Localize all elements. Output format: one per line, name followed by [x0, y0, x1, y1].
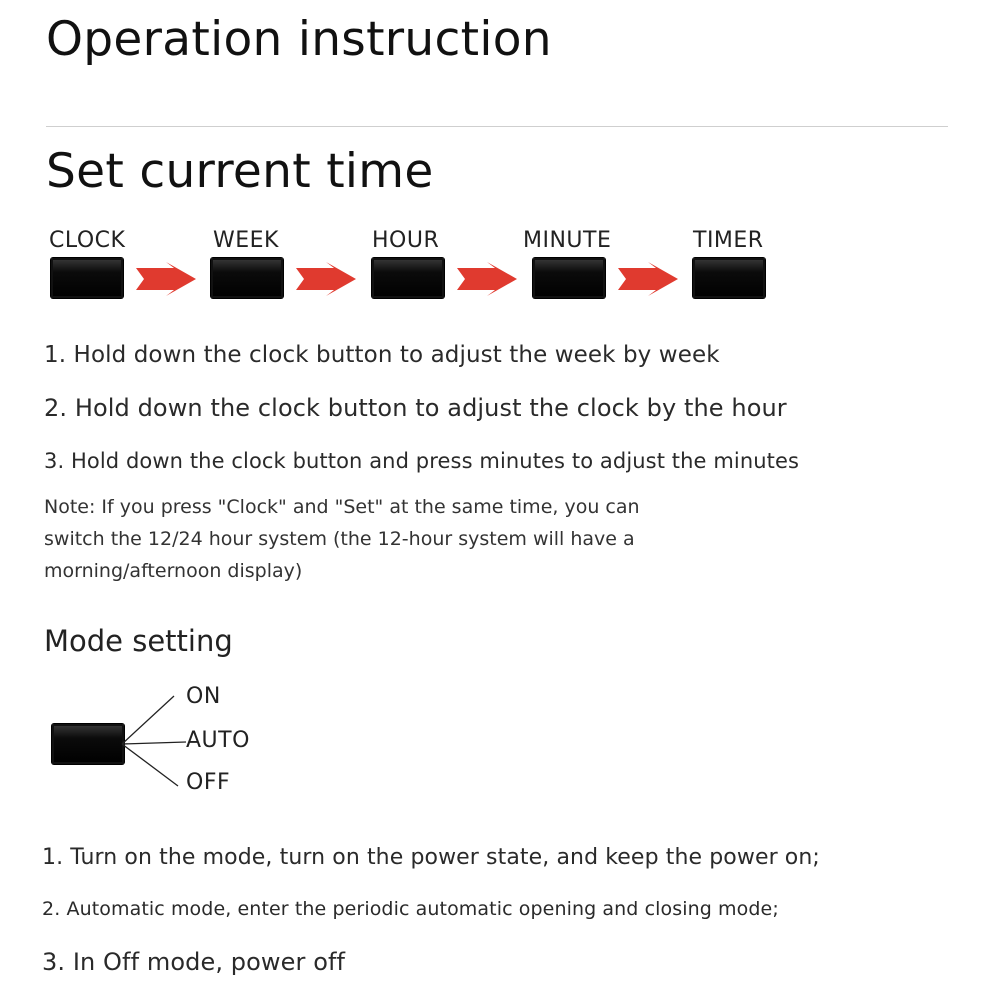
- week-button-label: WEEK: [213, 228, 279, 253]
- timer-button: [693, 258, 765, 298]
- note-line-2: switch the 12/24 hour system (the 12-hour system will have a: [44, 528, 635, 550]
- mode-step-3: 3. In Off mode, power off: [42, 948, 346, 976]
- mode-connector-lines: [120, 686, 190, 796]
- time-step-3: 3. Hold down the clock button and press minutes to adjust the minutes: [44, 449, 800, 473]
- time-step-2: 2. Hold down the clock button to adjust the clock by the hour: [44, 394, 787, 422]
- clock-button: [51, 258, 123, 298]
- timer-button-label: TIMER: [693, 228, 764, 253]
- clock-button-label: CLOCK: [49, 228, 126, 253]
- mode-option-off: OFF: [186, 770, 231, 795]
- hour-button-label: HOUR: [372, 228, 440, 253]
- time-step-1: 1. Hold down the clock button to adjust the week by week: [44, 342, 720, 368]
- hour-button: [372, 258, 444, 298]
- section-title-set-time: Set current time: [46, 144, 434, 199]
- minute-button-label: MINUTE: [523, 228, 612, 253]
- mode-step-2: 2. Automatic mode, enter the periodic automatic opening and closing mode;: [42, 898, 779, 920]
- note-line-1: Note: If you press "Clock" and "Set" at the same time, you can: [44, 496, 640, 518]
- mode-step-1: 1. Turn on the mode, turn on the power state, and keep the power on;: [42, 845, 820, 870]
- week-button: [211, 258, 283, 298]
- divider: [46, 126, 948, 127]
- note-line-3: morning/afternoon display): [44, 560, 303, 582]
- arrow-right-icon: [457, 262, 517, 296]
- minute-button: [533, 258, 605, 298]
- page-title: Operation instruction: [46, 12, 552, 67]
- mode-button: [52, 724, 124, 764]
- section-title-mode-setting: Mode setting: [44, 624, 233, 658]
- mode-option-on: ON: [186, 684, 221, 709]
- arrow-right-icon: [296, 262, 356, 296]
- arrow-right-icon: [136, 262, 196, 296]
- arrow-right-icon: [618, 262, 678, 296]
- mode-option-auto: AUTO: [186, 728, 250, 753]
